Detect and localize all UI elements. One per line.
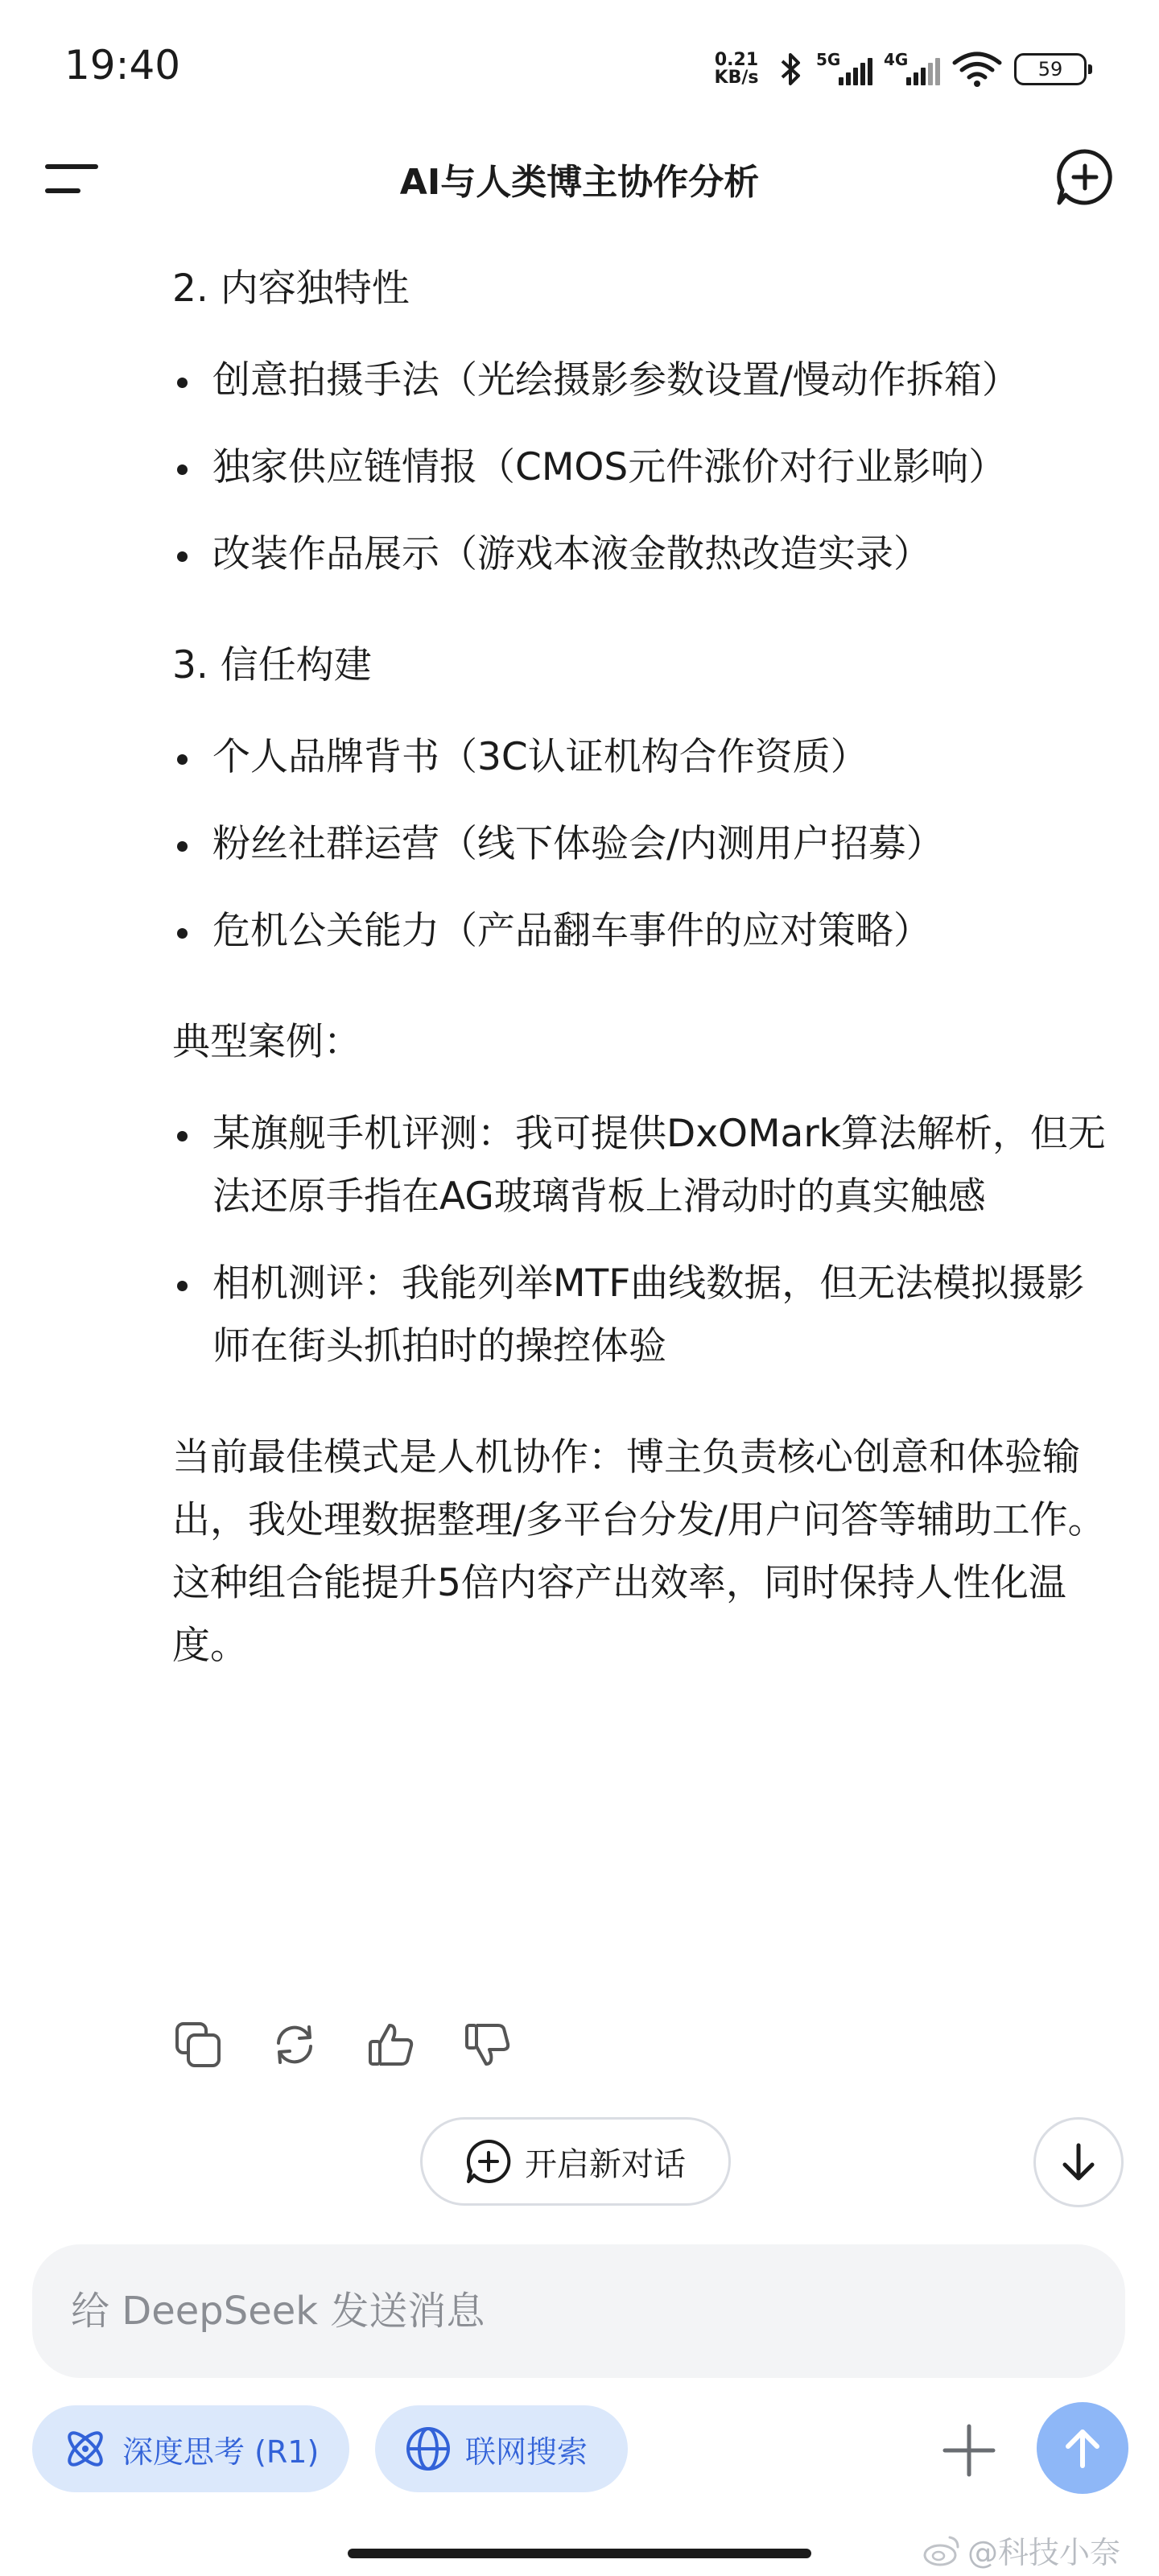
regenerate-icon[interactable] bbox=[269, 2019, 320, 2070]
conclusion-paragraph: 当前最佳模式是人机协作：博主负责核心创意和体验输出，我处理数据整理/多平台分发/用户问答等辅助工作。这种组合能提升5倍内容产出效率，同时保持人性化温度。 bbox=[172, 1435, 1106, 1668]
list-item: 某旗舰手机评测：我可提供DxOMark算法解析，但无法还原手指在AG玻璃背板上滑动时的真实触感 bbox=[172, 1103, 1106, 1228]
section-heading: 3. 信任构建 bbox=[172, 643, 372, 687]
list-item: 独家供应链情报（CMOS元件涨价对行业影响） bbox=[172, 436, 1106, 499]
web-search-toggle[interactable] bbox=[375, 2405, 628, 2492]
network-speed-unit: KB/s bbox=[714, 68, 759, 88]
message-input-container bbox=[32, 2244, 1125, 2378]
list-item: 相机测评：我能列举MTF曲线数据，但无法模拟摄影师在街头抓拍时的操控体验 bbox=[172, 1253, 1106, 1378]
deep-think-toggle[interactable] bbox=[32, 2405, 349, 2492]
signal-5g-icon bbox=[816, 50, 872, 85]
watermark-text: @科技小奈 bbox=[967, 2535, 1120, 2570]
bluetooth-icon bbox=[776, 50, 805, 89]
list-item: 危机公关能力（产品翻车事件的应对策略） bbox=[172, 900, 1106, 963]
list-item: 改装作品展示（游戏本液金散热改造实录） bbox=[172, 523, 1106, 586]
message-input[interactable] bbox=[71, 2244, 1085, 2378]
bullet-list bbox=[172, 349, 1106, 586]
status-bar bbox=[0, 0, 1159, 137]
app-header bbox=[0, 137, 1159, 217]
list-item: 创意拍摄手法（光绘摄影参数设置/慢动作拆箱） bbox=[172, 349, 1106, 412]
message-actions bbox=[172, 2019, 514, 2070]
list-item: 粉丝社群运营（线下体验会/内测用户招募） bbox=[172, 813, 1106, 876]
network-speed bbox=[708, 52, 765, 87]
send-button[interactable] bbox=[1037, 2402, 1128, 2494]
signal-4g-label: 4G bbox=[884, 50, 909, 69]
arrow-up-icon bbox=[1060, 2425, 1105, 2471]
status-icons bbox=[708, 45, 1087, 93]
deep-think-label: 深度思考 (R1) bbox=[122, 2434, 320, 2470]
new-chat-icon[interactable] bbox=[1054, 147, 1116, 208]
attach-plus-icon[interactable] bbox=[940, 2421, 998, 2479]
web-search-label: 联网搜索 bbox=[465, 2434, 588, 2470]
copy-icon[interactable] bbox=[172, 2019, 224, 2070]
assistant-message bbox=[172, 258, 1106, 1678]
new-chat-label: 开启新对话 bbox=[525, 2145, 686, 2183]
list-item: 个人品牌背书（3C认证机构合作资质） bbox=[172, 726, 1106, 789]
bullet-list bbox=[172, 1103, 1106, 1378]
globe-icon bbox=[404, 2425, 452, 2473]
wifi-icon bbox=[951, 50, 1003, 89]
thumbs-down-icon[interactable] bbox=[462, 2019, 514, 2070]
home-indicator bbox=[348, 2549, 811, 2558]
page-title: AI与人类博主协作分析 bbox=[399, 162, 760, 203]
network-speed-value: 0.21 bbox=[714, 50, 759, 70]
thumbs-up-icon[interactable] bbox=[365, 2019, 417, 2070]
signal-4g-icon bbox=[884, 50, 940, 85]
battery-indicator: 59 bbox=[1014, 53, 1087, 85]
new-chat-button[interactable] bbox=[420, 2117, 731, 2206]
new-chat-bubble-icon bbox=[465, 2138, 512, 2185]
bullet-list bbox=[172, 726, 1106, 963]
section-heading: 2. 内容独特性 bbox=[172, 266, 410, 311]
signal-5g-label: 5G bbox=[816, 50, 841, 69]
status-time: 19:40 bbox=[64, 42, 181, 89]
section-heading: 典型案例： bbox=[172, 1020, 361, 1064]
weibo-logo-icon bbox=[922, 2534, 961, 2566]
arrow-down-icon bbox=[1057, 2140, 1100, 2184]
watermark bbox=[922, 2528, 1120, 2572]
scroll-down-button[interactable] bbox=[1033, 2117, 1124, 2207]
atom-icon bbox=[61, 2425, 109, 2473]
